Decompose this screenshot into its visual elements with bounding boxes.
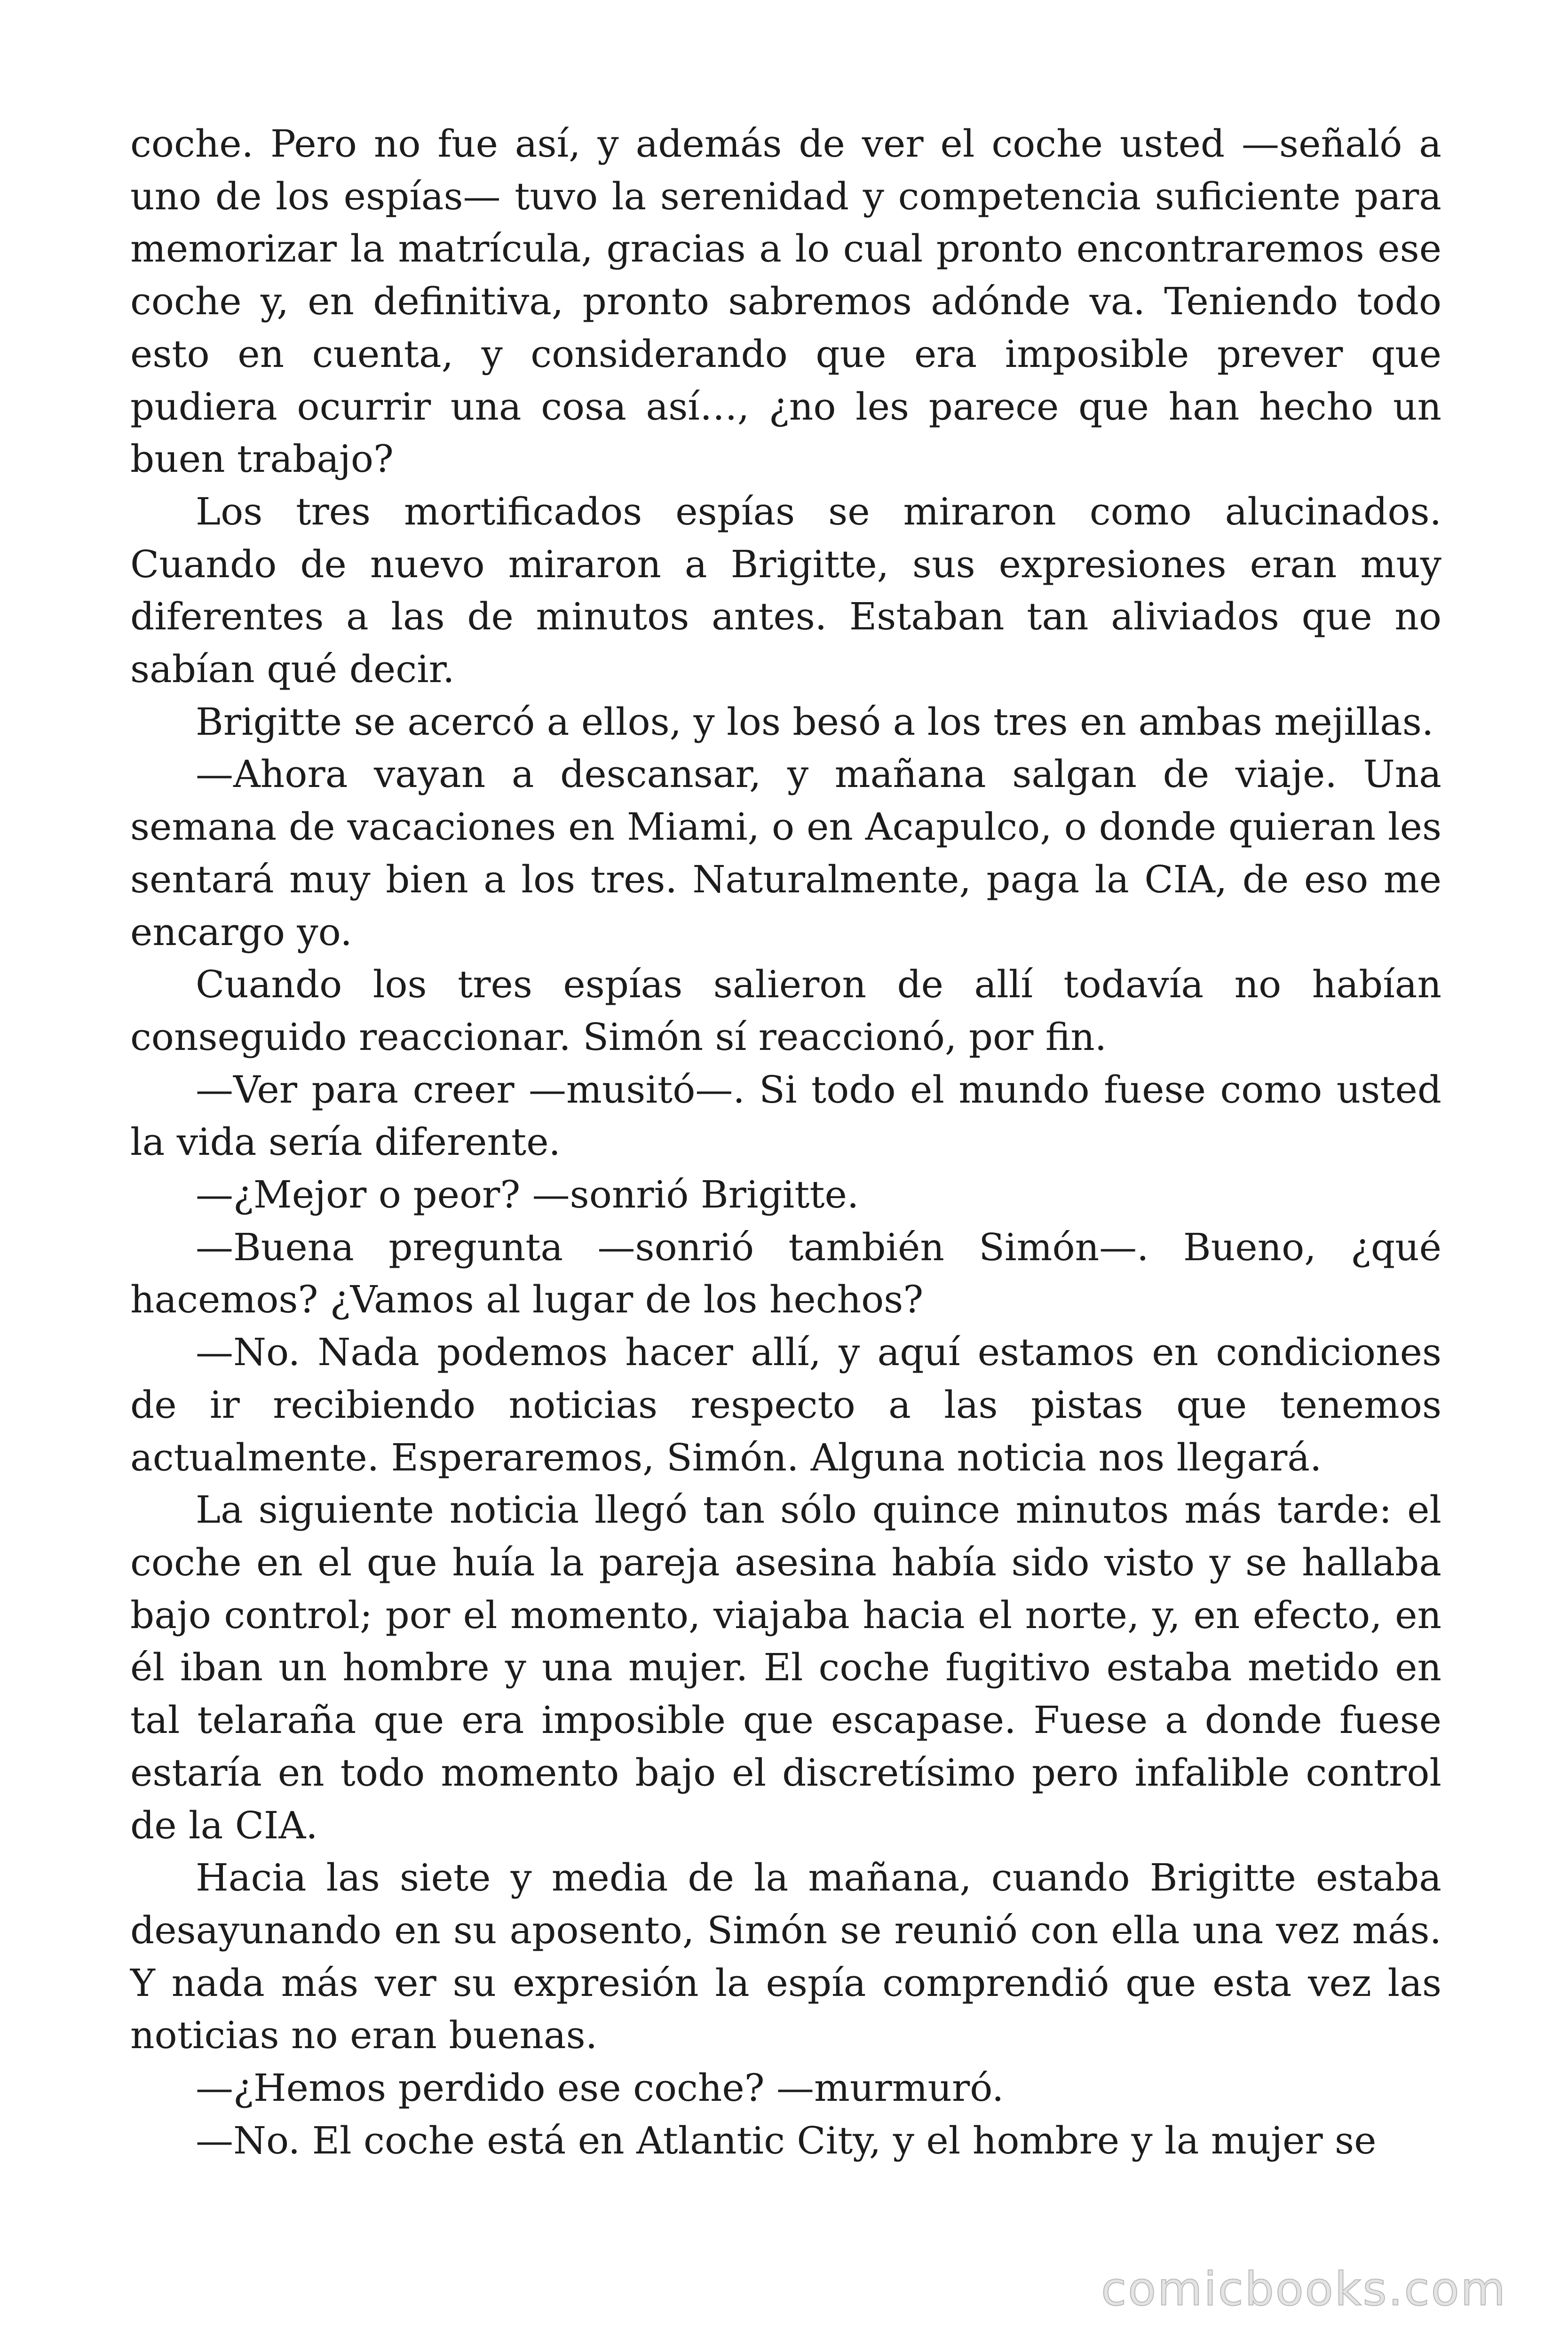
- body-text: [130, 118, 1441, 2167]
- dialogue-paragraph: —Ver para creer —musitó—. Si todo el mundo fuese como usted la vida sería diferente.: [130, 1067, 1441, 1164]
- watermark: comicbooks.com: [1101, 2263, 1507, 2316]
- paragraph: La siguiente noticia llegó tan sólo quince minutos más tarde: el coche en el que huía la pareja asesina había sido visto y se hallaba bajo control; por el momento, viajaba hacia el norte, y, en efecto, en él iban un hombre y una mujer. El coche fugitivo estaba metido en tal telaraña que era imposible que escapase. Fuese a donde fuese estaría en todo momento bajo el discretísimo pero infalible control de la CIA.: [130, 1488, 1441, 1847]
- dialogue-paragraph: —¿Hemos perdido ese coche? —murmuró.: [196, 2066, 1004, 2110]
- paragraph: Cuando los tres espías salieron de allí todavía no habían conseguido reaccionar. Simón sí reaccionó, por fin.: [130, 962, 1441, 1059]
- dialogue-paragraph: —No. El coche está en Atlantic City, y el hombre y la mujer se: [196, 2118, 1377, 2162]
- dialogue-paragraph: —No. Nada podemos hacer allí, y aquí estamos en condiciones de ir recibiendo noticias respecto a las pistas que tenemos actualmente. Esperaremos, Simón. Alguna noticia nos llegará.: [130, 1330, 1441, 1479]
- paragraph: Hacia las siete y media de la mañana, cuando Brigitte estaba desayunando en su aposento, Simón se reunió con ella una vez más. Y nada más ver su expresión la espía comprendió que esta vez las noticias no eran buenas.: [130, 1856, 1441, 2058]
- dialogue-paragraph: —¿Mejor o peor? —sonrió Brigitte.: [196, 1173, 859, 1217]
- dialogue-paragraph: —Ahora vayan a descansar, y mañana salgan de viaje. Una semana de vacaciones en Miami, o en Acapulco, o donde quieran les sentará muy bien a los tres. Naturalmente, paga la CIA, de eso me encargo yo.: [130, 752, 1441, 954]
- paragraph: Brigitte se acercó a ellos, y los besó a los tres en ambas mejillas.: [196, 699, 1434, 744]
- paragraph-continuation: coche. Pero no fue así, y además de ver el coche usted —señaló a uno de los espías— tuvo la serenidad y competencia suficiente para memorizar la matrícula, gracias a lo cual pronto encontraremos ese coche y, en definitiva, pronto sabremos adónde va. Teniendo todo esto en cuenta, y considerando que era imposible prever que pudiera ocurrir una cosa así…, ¿no les parece que han hecho un buen trabajo?: [130, 122, 1441, 481]
- dialogue-paragraph: —Buena pregunta —sonrió también Simón—. Bueno, ¿qué hacemos? ¿Vamos al lugar de los hechos?: [130, 1225, 1441, 1322]
- paragraph: Los tres mortificados espías se miraron como alucinados. Cuando de nuevo miraron a Brigitte, sus expresiones eran muy diferentes a las de minutos antes. Estaban tan aliviados que no sabían qué decir.: [130, 489, 1441, 691]
